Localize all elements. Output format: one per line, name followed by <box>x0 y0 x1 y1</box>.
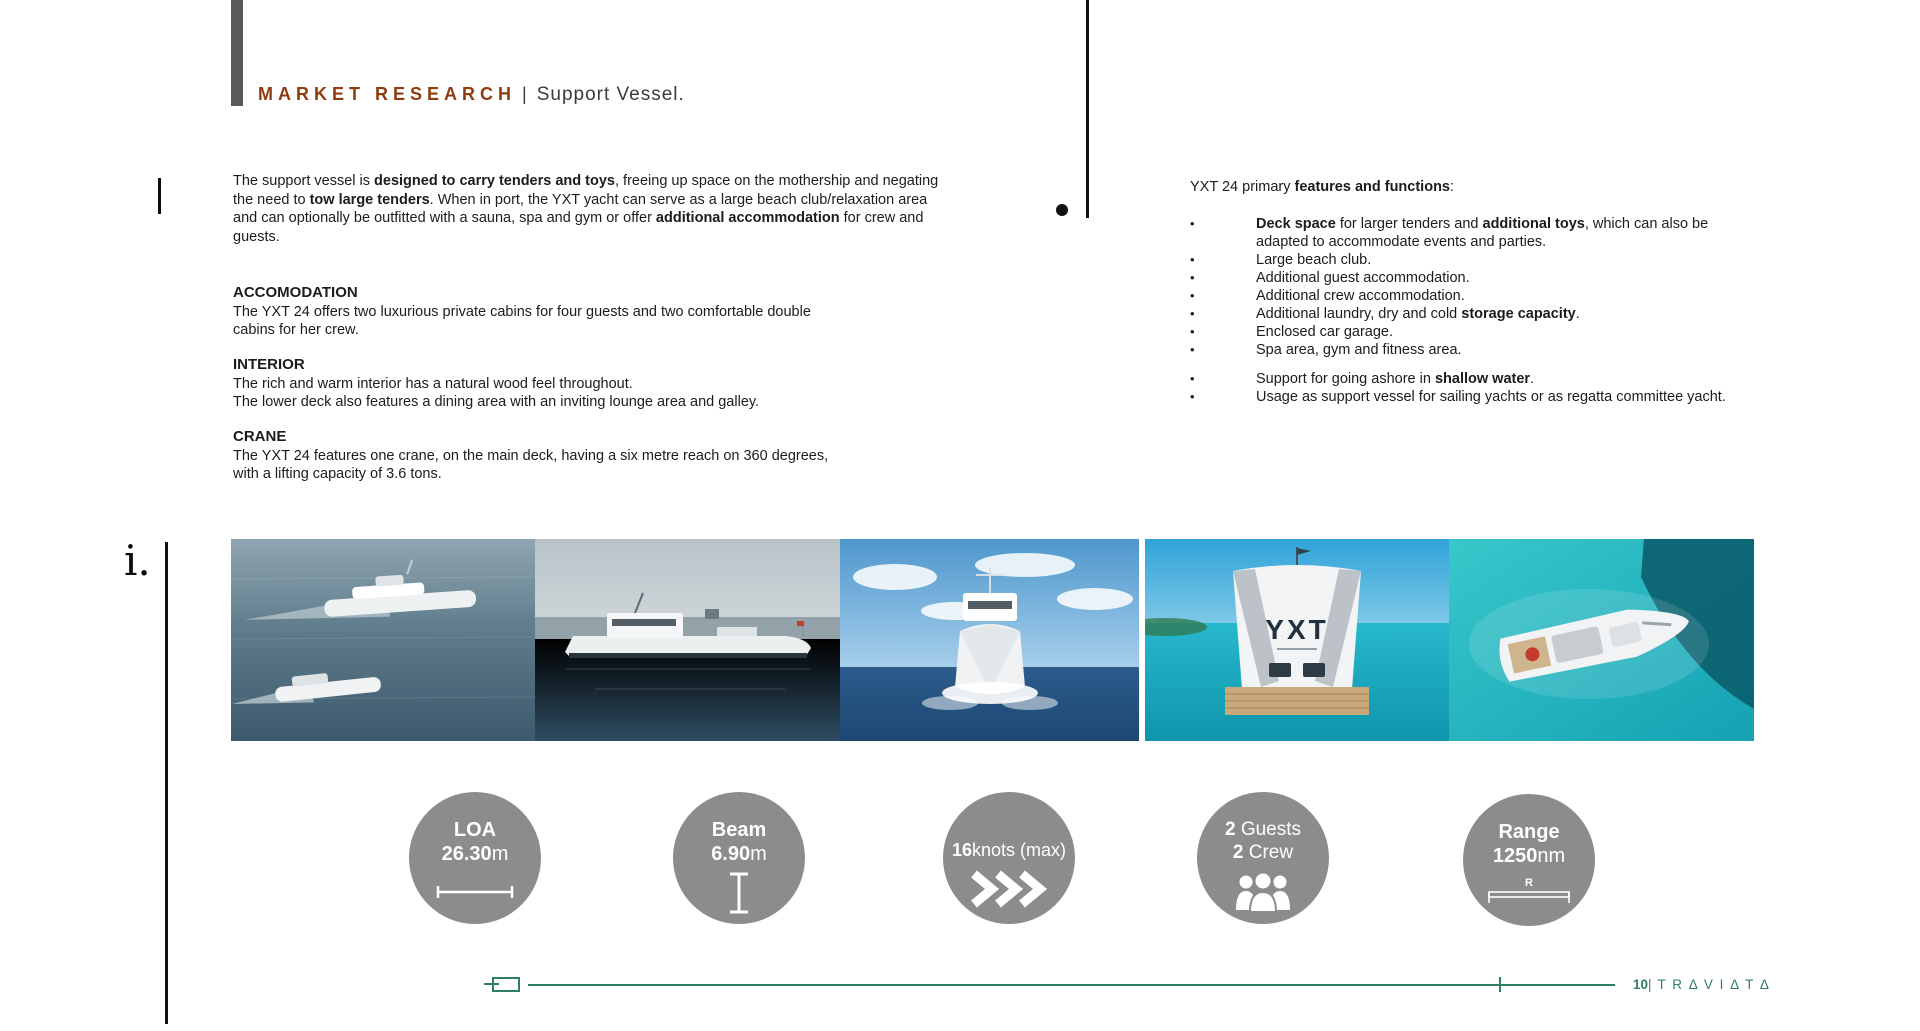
footer-text <box>1633 977 1770 992</box>
feature-item: • Additional guest accommodation. <box>1190 270 1470 286</box>
features-column <box>1190 178 1765 406</box>
footer-rule <box>528 984 1615 986</box>
page-header <box>258 84 685 106</box>
stat-range <box>1463 794 1595 926</box>
range-r-label: R <box>1525 877 1533 889</box>
bullet-icon: • <box>1190 288 1195 303</box>
section-line: with a lifting capacity of 3.6 tons. <box>233 466 442 482</box>
top-vertical-rule <box>1086 0 1089 218</box>
section-interior <box>233 356 833 411</box>
crew-people-icon <box>1234 872 1292 912</box>
page-subtitle: Support Vessel. <box>536 84 685 105</box>
feature-item: • Enclosed car garage. <box>1190 324 1394 340</box>
bullet-icon: • <box>1190 270 1195 285</box>
photo-aerial-mothership-and-tender <box>231 539 535 741</box>
footer-rule-tick <box>1499 977 1501 992</box>
section-line: The YXT 24 offers two luxurious private cabins for four guests and two comfortable double <box>233 304 811 320</box>
beam-measure-icon <box>726 872 752 914</box>
footer-tag-icon <box>483 974 525 996</box>
stat-speed <box>943 792 1075 924</box>
section-heading: ACCOMODATION <box>233 284 358 301</box>
photo-bow-view-vessel <box>840 539 1139 741</box>
photo-stern-beach-club <box>1145 539 1449 741</box>
speed-chevrons-icon <box>968 870 1050 908</box>
left-vertical-rule <box>165 542 168 1024</box>
stat-value: 16knots (max) <box>951 840 1067 860</box>
bullet-icon: • <box>1190 389 1195 404</box>
feature-item: • Support for going ashore in shallow water. <box>1190 371 1535 387</box>
stat-value: 6.90m <box>711 843 767 865</box>
index-marker: i. <box>124 536 151 585</box>
stat-beam <box>673 792 805 924</box>
section-line: The lower deck also features a dining area with an inviting lounge area and galley. <box>233 394 760 410</box>
section-heading: INTERIOR <box>233 356 305 373</box>
bullet-dot-ornament <box>1056 204 1068 216</box>
stat-loa <box>409 792 541 924</box>
header-divider: | <box>522 84 527 104</box>
feature-item: • Deck space for larger tenders and additional toys, which can also be adapted to accommodate events and parties. <box>1190 216 1709 250</box>
photo-strip <box>231 539 1754 741</box>
page-number: 10 <box>1633 977 1649 992</box>
range-ruler-icon <box>1487 890 1571 904</box>
intro-paragraph: The support vessel is designed to carry tenders and toys, freeing up space on the mothership and negating the need to tow large tenders. When in port, the YXT yacht can serve as a large beach club/relaxation area and can optionally be outfitted with a sauna, spa and gym or offer additional accommodation for crew and guests. <box>233 173 939 245</box>
stat-label: Range <box>1498 821 1560 843</box>
section-accomodation <box>233 284 833 339</box>
bullet-icon: • <box>1190 306 1195 321</box>
stat-value: 26.30m <box>441 843 509 865</box>
section-heading: CRANE <box>233 428 287 445</box>
page-title: MARKET RESEARCH <box>258 84 517 104</box>
bullet-icon: • <box>1190 324 1195 339</box>
left-tick-rule <box>158 178 161 214</box>
bullet-icon: • <box>1190 371 1195 386</box>
bullet-icon: • <box>1190 252 1195 267</box>
feature-item: • Spa area, gym and fitness area. <box>1190 342 1462 358</box>
feature-item: • Additional laundry, dry and cold storage capacity. <box>1190 306 1580 322</box>
section-line: The YXT 24 features one crane, on the main deck, having a six metre reach on 360 degrees, <box>233 448 829 464</box>
feature-item: • Large beach club. <box>1190 252 1372 268</box>
bullet-icon: • <box>1190 342 1195 357</box>
feature-item: • Usage as support vessel for sailing yachts or as regatta committee yacht. <box>1190 389 1726 405</box>
bullet-icon: • <box>1190 216 1195 231</box>
stat-value: 1250nm <box>1492 845 1566 867</box>
svg-text:YXT: YXT <box>1265 614 1329 645</box>
section-line: The rich and warm interior has a natural wood feel throughout. <box>233 376 633 392</box>
stat-capacity <box>1197 792 1329 924</box>
stat-label: LOA <box>453 819 497 841</box>
section-line: cabins for her crew. <box>233 322 359 338</box>
stat-guests: 2 Guests <box>1224 819 1302 840</box>
photo-side-profile-vessel <box>535 539 840 741</box>
footer-divider: | <box>1648 977 1652 992</box>
header-accent-bar <box>231 0 243 106</box>
stat-crew: 2 Crew <box>1232 842 1294 863</box>
features-heading: YXT 24 primary features and functions: <box>1190 179 1455 195</box>
brand-logotype: T R Δ V I Δ T Δ <box>1657 977 1771 992</box>
photo-aerial-top-view <box>1449 539 1754 741</box>
length-measure-icon <box>436 884 514 900</box>
stat-label: Beam <box>711 819 767 841</box>
feature-item: • Additional crew accommodation. <box>1190 288 1465 304</box>
section-crane <box>233 428 833 483</box>
